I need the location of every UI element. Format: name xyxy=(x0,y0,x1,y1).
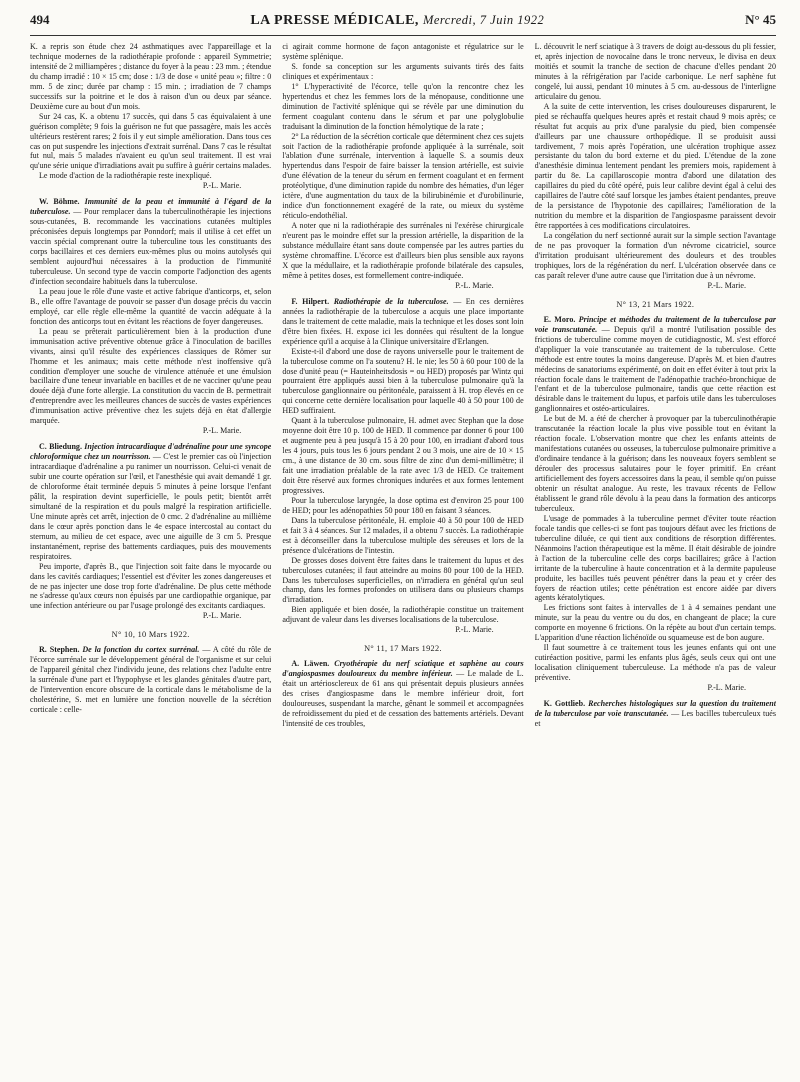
article-author: W. Böhme. xyxy=(39,197,80,207)
article-lead xyxy=(30,442,271,561)
article-author: F. Hilpert. xyxy=(291,296,330,306)
paragraph: Dans la tuberculose péritonéale, H. emploie 40 à 50 pour 100 de HED et fait 3 à 4 séances. Sur 12 malades, il a obtenu 7 succès. La radiothérapie est à déconseiller dans la tuberculose multiple des séreuses et lors de la présence d'ulcérations de l'intestin. xyxy=(282,515,524,555)
paragraph: A la suite de cette intervention, les crises douloureuses disparurent, le pied se réchauffa quelques heures après et restait chaud 9 mois après; ce résultat fut acquis au prix d'une paralysie du pied, bien compensée d'ailleurs par une chaussure orthopédique. Il se produisit aussi tardivement, 7 mois après l'opération, une ulcération trophique assez persistante du talon du bord externe et du pied. L'étendue de la zone d'anesthésie diminua lentement pendant les premiers mois, rapidement à partir du 8e. La capillaroscopie montra d'abord une dilatation des capillaires du pied du côté opéré, puis leur calibre devint égal à celui des capillaires de l'autre côté sauf lorsque les jambes étaient pendantes, preuve de la persistance de l'hypotonie des capillaires; l'amélioration de la nutrition du membre et la disparition de l'angiospasme paraissent devoir être rapportées à ces modifications circulatoires. xyxy=(534,101,776,231)
article-title: Recherches histologiques sur la question du traitement de la tuberculose par voie transcutanée. xyxy=(534,699,776,718)
article-author: K. Gottlieb. xyxy=(543,699,586,708)
article-signature: P.-L. Marie. xyxy=(455,625,494,635)
article-asthma-radiotherapy-continued xyxy=(30,42,271,191)
paragraph: De grosses doses doivent être faites dans le traitement du lupus et des tuberculoses cutanées; il faut atteindre au moins 80 pour 100 de la HED. Dans les tuberculoses superficielles, on n'irradiera en général qu'un seul champ, dans les formes profondes on utilisera dans ou plusieurs champs d'irradiation. xyxy=(282,555,524,605)
article-lawen-continued xyxy=(535,42,776,291)
paragraph: K. a repris son étude chez 24 asthmatiques avec l'appareillage et la technique modernes de la radiothérapie profonde : appareil Symmetrie; intensité de 2 milliampères ; distance du foyer à la peau : 23 mm. ; étendue du champ irradié : 10 × 15 cm; dose : 1/3 de dose « unité peau »; filtre : 0 mm. 5 de zinc; durée par champ : 15 min. ; irradiation de 7 champs successifs sur la poitrine et le dos à raison d'un ou deux par séance. Deuxième cure au bout d'un mois. xyxy=(30,42,272,111)
journal-name: LA PRESSE MÉDICALE, xyxy=(250,13,419,28)
article-stephen-continued xyxy=(282,42,523,291)
article-text: — En ces dernières années la radiothérapie de la tuberculose a acquis une place importante dans le traitement de cette maladie, mais la technique et les doses sont loin d'être bien fixées. H. expose ici les données qui résultent de la longue expérience qu'il a acquise à la Clinique universitaire d'Erlangen. xyxy=(282,296,524,346)
article-gottlieb xyxy=(535,699,776,729)
paragraph: S. fonde sa conception sur les arguments suivants tirés des faits cliniques et expérimentaux : xyxy=(282,61,524,81)
article-signature: P.-L. Marie. xyxy=(202,181,242,191)
article-signature: P.-L. Marie. xyxy=(455,280,494,290)
issue-heading: N° 13, 21 Mars 1922. xyxy=(616,299,695,309)
paragraph: La peau se prêterait particulièrement bien à la production d'une immunisation active préventive obtenue grâce à l'inoculation de bacilles vivants, ainsi qu'il résulte des expériences classiques de Römer sur l'homme et les animaux; mais cette méthode n'est inoffensive qu'à condition d'employer une souche de virulence atténuée et une émulsion bacillaire d'une teneur invariable en bacilles et de ne vacciner qu'une peau douée déjà d'une forte allergie. La constitution du vaccin de B. permettrait d'entreprendre avec les meilleures chances de succès de vastes expériences d'immunisation active préventive chez les sujets déjà en état d'allergie marquée. xyxy=(30,326,272,426)
paragraph: Sur 24 cas, K. a obtenu 17 succès, qui dans 5 cas équivalaient à une guérison complète; 9 fois la guérison ne fut que passagère, mais les accès ultérieurs restèrent rares; 2 fois il y eut simple amélioration. Dans tous ces cas on put suspendre les injections d'extrait surrénal. Dans 7 cas le résultat fut nul, mais 5 malades n'avaient eu qu'un seul traitement. Il est vrai qu'une série unique d'irradiations avait pu suffire à guérir certains malades. xyxy=(30,111,272,171)
paragraph: Les frictions sont faites à intervalles de 1 à 4 semaines pendant une minute, sur la peau du ventre ou du dos, en changeant de place; la cure comporte en moyenne 6 frictions. On la répète au bout d'un certain temps. L'apparition d'une réaction lichénoïde ou squameuse est de bon augure. xyxy=(534,603,776,643)
article-hilpert xyxy=(282,297,523,635)
article-title: Injection intracardiaque d'adrénaline pour une syncope chloroformique chez un nourrisson. xyxy=(30,442,272,462)
article-text: — Pour remplacer dans la tuberculinothérapie les injections sous-cutanées, B. recommande les vaccinations cutanées multiples préconisées depuis longtemps par Ponndorf; mais il utilise à cet effet un vaccin spécial comprenant outre la tuberculine tous les constituants des corps bacillaires et ces derniers eux-mêmes plus ou moins autolysés qui semblent aujourd'hui nécessaires à la production de l'immunité tuberculeuse. Un second type de vaccin comporte l'adjonction des agents d'infection secondaire habituels dans la tuberculose. xyxy=(30,207,272,286)
column-1 xyxy=(30,42,271,1074)
paragraph: 2° La réduction de la sécrétion corticale que déterminent chez ces sujets soit l'action de la radiothérapie profonde appliquée à la surrénale, soit l'ablation d'une surrénale, intervention à laquelle S. a soumis deux hypertendus dans l'espoir de faire baisser la tension artérielle, est suivie d'une élévation de la teneur du sérum en ferment coagulant et en ferment protéolytique, d'une diminution rapide du nombre des hématies, d'un léger ictère, d'une augmentation du taux de la bilirubinémie et d'urobilinurie, indice d'un fonctionnement exagéré de la rate, ou mieux du système réticulo-endothélial. xyxy=(282,131,524,221)
article-title: De la fonction du cortex surrénal. xyxy=(82,645,200,655)
paragraph: Il faut soumettre à ce traitement tous les jeunes enfants qui ont une cutiréaction positive, parmi les enfants plus âgés, seuls ceux qui ont une localisation cliniquement tuberculeuse. La méthode n'a pas de valeur préventive. xyxy=(534,643,776,683)
paragraph: 1° L'hyperactivité de l'écorce, telle qu'on la rencontre chez les hypertendus et chez les femmes lors de la ménopause, conditionne une diminution de l'activité splénique qui se révèle par une diminution du ferment coagulant contenu dans le sérum et par une polyglobulie traduisant la diminution de la fonction hémolytique de la rate ; xyxy=(282,81,524,131)
article-title: Cryothérapie du nerf sciatique et saphène au cours d'angiospasmes douloureux du membre inférieur. xyxy=(282,659,524,679)
article-title: Immunité de la peau et immunité à l'égard de la tuberculose. xyxy=(30,197,272,217)
paragraph: L. découvrit le nerf sciatique à 3 travers de doigt au-dessous du pli fessier, et, après injection de novocaïne dans le tronc nerveux, le divisa en deux moitiés et soumit la tranche de section de chacune d'elles pendant 20 minutes à la réfrigération par l'acide carbonique. Le nerf saphène fut congelé, lui aussi, pendant 10 minutes à 5 cm. au-dessous de l'interligne articulaire du genou. xyxy=(534,42,776,101)
page-number: 494 xyxy=(30,12,50,27)
paragraph: Existe-t-il d'abord une dose de rayons universelle pour le traitement de la tuberculose comme on l'a soutenu? H. le nie; les 50 à 60 pour 100 de la dose d'unité peau (= Hauteinheitsdosis = ou HED) proposés par Wintz qui pourraient être appliqués aussi bien à la tuberculose pulmonaire qu'à la tuberculose ganglionnaire ou péritonéale, paraissent à H. trop élevés en ce qui concerne cette dernière localisation pour laquelle 40 à 50 pour 100 de HED suffiraient. xyxy=(282,346,524,416)
article-title: Radiothérapie de la tuberculose. xyxy=(333,296,449,306)
article-text: — A côté du rôle de l'écorce surrénale sur le développement général de l'organisme et sur celui de l'appareil génital chez l'individu jeune, des relations chez l'adulte entre la surrénale d'une part et l'hypophyse et les glandes génitales d'autre part, de l'intervention encore obscure de la corticale dans le métabolisme de la cholestérine, S. met en lumière une fonction nouvelle de la sécrétion corticale : celle- xyxy=(30,645,272,714)
article-text: — Le malade de L. était un artériosclereux de 61 ans qui présentait depuis plusieurs années des crises d'angiospasme dans le membre inférieur droit, fort douloureuses, suspendant la marche, gênant le sommeil et accompagnées de refroidissement du pied et de cessation des battements artériels. Devant l'intensité de ces troubles, xyxy=(282,669,524,728)
article-bohme xyxy=(30,197,271,436)
article-lead xyxy=(535,699,776,729)
page-header xyxy=(30,12,776,36)
article-bliedung xyxy=(30,442,271,621)
issue-number: N° 45 xyxy=(745,12,776,27)
article-signature: P.-L. Marie. xyxy=(202,426,242,436)
column-2 xyxy=(282,42,523,1074)
article-lawen xyxy=(282,659,523,729)
article-author: C. Bliedung. xyxy=(39,442,82,452)
paragraph: Bien appliquée et bien dosée, la radiothérapie constitue un traitement adjuvant de valeur dans les diverses localisations de la tuberculose. xyxy=(282,605,524,625)
article-lead xyxy=(30,197,271,287)
article-author: E. Moro. xyxy=(543,314,576,324)
article-stephen xyxy=(30,645,271,715)
paragraph: Peu importe, d'après B., que l'injection soit faite dans le myocarde ou dans les cavités cardiaques; l'essentiel est d'éviter les zones dangereuses et de ne pas injecter une dose trop forte d'adrénaline. De plus cette méthode ne s'adresse qu'aux cœurs non épuisés par une cardiopathie organique, par une infection antérieure ou par l'usage prolongé des excitants cardiaques. xyxy=(30,561,272,611)
paragraph: A noter que ni la radiothérapie des surrénales ni l'exérèse chirurgicale n'eurent pas le moindre effet sur la pression artérielle, la disparition de la substance médullaire étant sans doute compensée par les autres parties du système chromaffine. L'écorce est d'ailleurs bien plus sensible aux rayons X que la médullaire, et la radiothérapie profonde bilatérale des capsules, même à petites doses, est formellement contre-indiquée. xyxy=(282,221,524,280)
article-text: — Depuis qu'il a montré l'utilisation possible des frictions de tuberculine comme moyen de cutidiagnostic, M. s'est efforcé d'appliquer la voie transcutanée au traitement de la tuberculose. Cette méthode est entre toutes la moins dangereuse. D'après M. et bien d'autres médecins de sanatoriums expérimenté, on doit en effet éviter à tout prix la réaction focale dans le traitement de l'adénopathie trachéo-bronchique de l'enfant et de la tuberculose pulmonaire, tandis que cette réaction est désirable dans le traitement du lupus, et parfois utile dans les tuberculoses ganglionnaires et ostéo-articulaires. xyxy=(534,324,776,414)
paragraph: L'usage de pommades à la tuberculine permet d'éviter toute réaction focale tandis que celles-ci se font pas toujours défaut avec les frictions de tuberculine diluée, ce qui tient aux conditions de résorption différentes. Néanmoins l'action thérapeutique est la même. Il était désirable de joindre à l'action de la tuberculine celle des corps bacillaires; grâce à l'action irritante de la tuberculine à haute concentration et à la dermite papuleuse produite, les bacilles tués peuvent pénétrer dans la peau et y créer des foyers de réaction utiles; cette pénétration est encore aidée par divers agents kératolytiques. xyxy=(534,513,776,603)
article-moro xyxy=(535,315,776,693)
issue-heading: N° 11, 17 Mars 1922. xyxy=(364,644,442,654)
article-text: — Les bacilles tuberculeux tués et xyxy=(534,708,776,728)
article-lead xyxy=(282,659,523,729)
paragraph: Pour la tuberculose laryngée, la dose optima est d'environ 25 pour 100 de HED; pour les adénopathies 50 pour 180 en faisant 3 séances. xyxy=(282,495,524,515)
paragraph: Le mode d'action de la radiothérapie reste inexpliqué. xyxy=(39,171,212,181)
article-columns xyxy=(30,42,776,1074)
column-3 xyxy=(535,42,776,1074)
article-signature: P.-L. Marie. xyxy=(707,280,746,290)
article-signature: P.-L. Marie. xyxy=(707,683,746,693)
article-lead xyxy=(282,297,523,347)
article-text: — C'est le premier cas où l'injection intracardiaque d'adrénaline a pu ranimer un nourrisson. Celui-ci venait de subir une courte opération sur l'œil, et l'anesthésie qui avait demandé 1 gr. de chloroforme était terminée depuis 5 minutes à peine lorsque l'enfant pâlit, la respiration devint superficielle, le pouls petit; bientôt arrêt simultané de la respiration et du pouls malgré la respiration artificielle. Une minute après cet arrêt, injection de 0 cmc. 2 d'adrénaline au millième dans le cœur après ponction dans le 4e espace intercostal au contact du sternum, au milieu de cet espace, avec une aiguille de 3 cm 5. Presque instantanément, reprise des battements cardiaques, puis des mouvements respiratoires. xyxy=(30,452,272,561)
article-lead xyxy=(30,645,271,715)
paragraph: Le but de M. a été de chercher à provoquer par la tuberculinothérapie transcutanée la réaction locale la plus vive possible tout en évitant la réaction focale. L'observation montre que chez les enfants atteints de manifestations cutanées ou osseuses, la tuberculose pulmonaire primitive a d'ordinaire tendance à la guérison; dans les nouveaux foyers semblent se dérouler des processus salutaires pour le foyer primitif. En créant artificiellement des foyers accessoires dans la peau, il semble qu'on puisse obtenir un résultat analogue. Au reste, les travaux récents de Fellow établissent le grand rôle dévolu à la peau dans la formation des anticorps tuberculeux. xyxy=(534,414,776,513)
paragraph: Quant à la tuberculose pulmonaire, H. admet avec Stephan que la dose moyenne doit être 10 p. 100 de HED. Il commence par donner 6 pour 100 et augmente peu à peu jusqu'à 15 à 20 pour 100, en irradiant d'abord tous les 4 jours, puis tous les 6 jours pendant 2 ou 3 mois, une aire de 10 × 15 cm., à une distance de 30 cm. sous filtre de zinc d'un demi-millimètre; il fait une irradiation préalable de la rate avec 1/3 de HED. Ce traitement doit être réservé aux formes chroniques indurées et aux formes lentement progressives. xyxy=(282,416,524,495)
paragraph: La peau joue le rôle d'une vaste et active fabrique d'anticorps, et, selon B., elle offre l'avantage de pouvoir se passer d'un dosage précis du vaccin employé, car elle règle elle-même la quantité de vaccin adéquate à la fonction des anticorps tout en évitant les réactions de foyer dangereuses. xyxy=(30,286,272,326)
issue-heading: N° 10, 10 Mars 1922. xyxy=(111,630,190,640)
article-author: R. Stephen. xyxy=(39,645,80,655)
article-signature: P.-L. Marie. xyxy=(202,611,242,621)
journal-title xyxy=(250,13,544,29)
article-author: A. Läwen. xyxy=(291,659,330,669)
article-lead xyxy=(535,315,776,415)
paragraph: La congélation du nerf sectionné aurait sur la simple section l'avantage de ne pas provoquer la formation d'un névrome cicatriciel, source d'irritation produisant ultérieurement des douleurs et des troubles trophiques, lors de la régénération du nerf. L'ulcération observée dans ce cas paraît relever d'une autre cause que l'irritation due à un névrome. xyxy=(534,231,776,280)
issue-date: Mercredi, 7 Juin 1922 xyxy=(422,13,545,27)
article-title: Principe et méthodes du traitement de la tuberculose par voie transcutanée. xyxy=(534,314,776,334)
paragraph: ci agirait comme hormone de façon antagoniste et régulatrice sur le système splénique. xyxy=(282,42,524,61)
